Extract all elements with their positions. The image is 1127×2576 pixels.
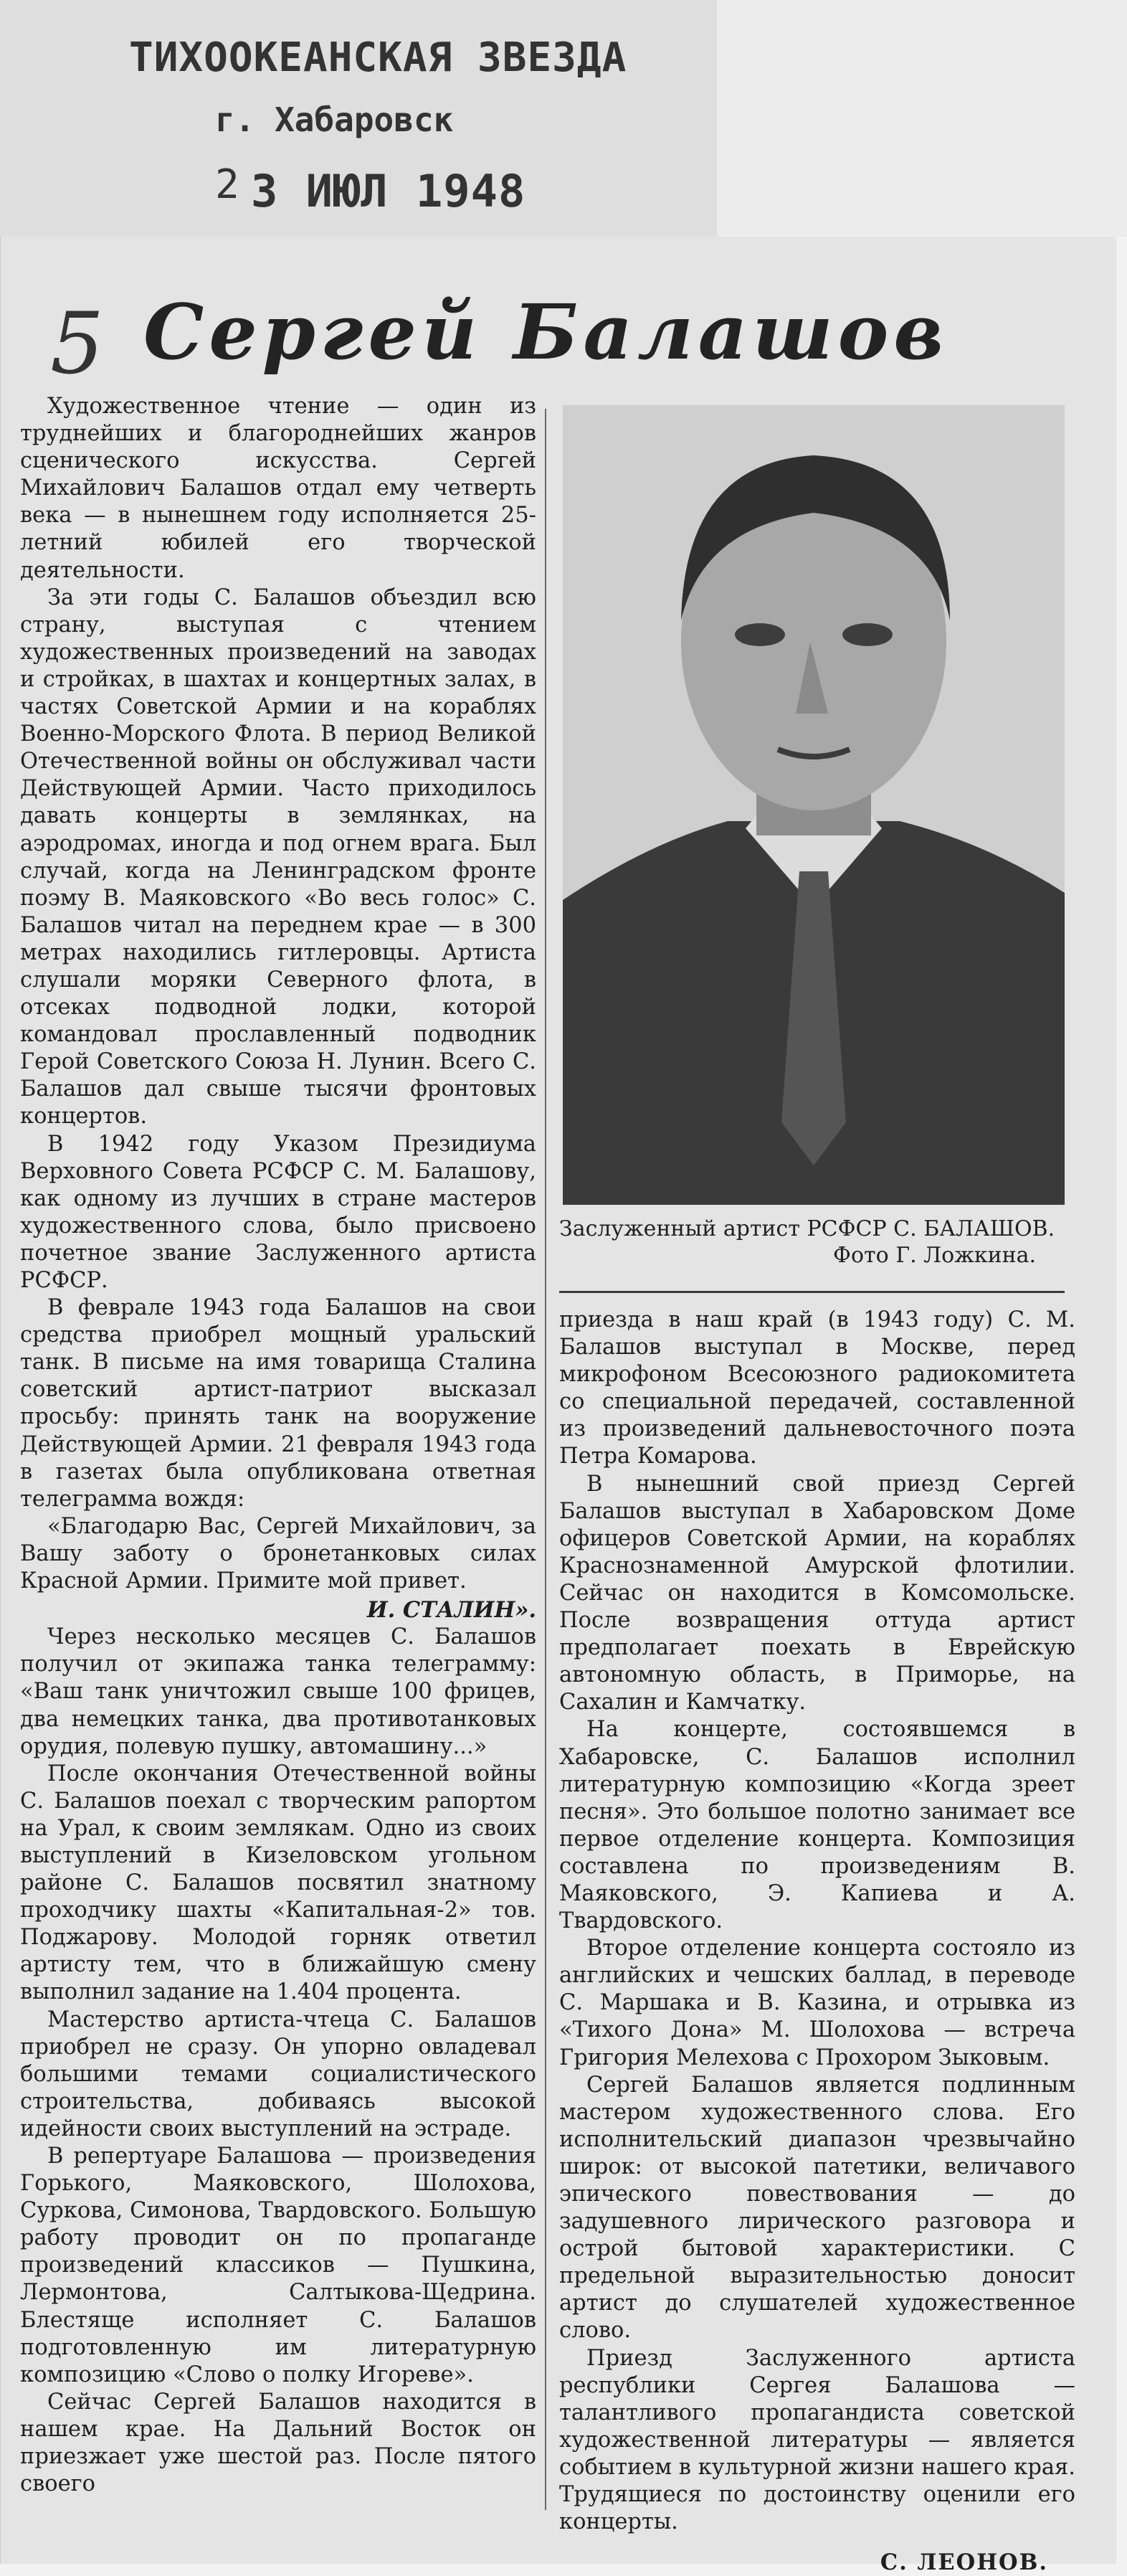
right-column — [559, 1307, 1075, 2576]
paragraph: Сейчас Сергей Балашов находится в нашем крае. На Дальний Восток он приезжает уже шестой раз. После пятого своего — [20, 2389, 536, 2497]
handwritten-number: 5 — [50, 294, 105, 393]
stamp-city: г. Хабаровск — [215, 100, 454, 139]
paragraph: В репертуаре Балашова — произведения Горького, Маяковского, Шолохова, Суркова, Симонова, Твардовского. Большую работу проводит он по пропаганде произведений классиков — Пушкина, Лермонтова, Салтыкова-Щедрина. Блестяще исполняет С. Балашов подготовленную им литературную композицию «Слово о полку Игореве». — [20, 2144, 536, 2387]
paragraph: Художественное чтение — один из труднейших и благороднейших жанров сценического искусства. Сергей Михайлович Балашов отдал ему четверть века — в нынешнем году исполняется 25-летний юбилей его творческой деятельности. — [20, 394, 536, 583]
paragraph: В нынешний свой приезд Сергей Балашов выступал в Хабаровском Доме офицеров Советской Армии, на кораблях Краснознаменной Амурской флотилии. Сейчас он находится в Комсомольске. После возвращения оттуда артист предполагает поехать в Еврейскую автономную область, в Приморье, на Сахалин и Камчатку. — [559, 1471, 1075, 1715]
paragraph: Приезд Заслуженного артиста республики Сергея Балашова — талантливого пропагандиста советской художественной литературы — является событием в культурной жизни нашего края. Трудящиеся по достоинству оценили его концерты. — [559, 2345, 1075, 2535]
paragraph: Сергей Балашов является подлинным мастером художественного слова. Его исполнительский диапазон чрезвычайно широк: от высокой патетики, величавого эпического повествования — до задушевного лирического разговора и острой бытовой характеристики. С предельной выразительностью доносит артист до слушателей художественное слово. — [559, 2072, 1075, 2344]
caption-text: Заслуженный артист РСФСР С. БАЛАШОВ. — [559, 1216, 1055, 1241]
paragraph: Мастерство артиста-чтеца С. Балашов приобрел не сразу. Он упорно овладевал большими темами социалистического строительства, добиваясь высокой идейности своих выступлений на эстраде. — [20, 2007, 536, 2141]
paragraph: После окончания Отечественной войны С. Балашов поехал с творческим рапортом на Урал, к своим землякам. Одно из своих выступлений в Кизеловском угольном районе С. Балашов посвятил знатному проходчику шахты «Капитальная-2» тов. Поджарову. Молодой горняк ответил артисту тем, что в ближайшую смену выполнил задание на 1.404 процента. — [20, 1761, 536, 2005]
library-date-stamp — [0, 0, 717, 237]
article-author: С. ЛЕОНОВ. — [880, 2549, 1048, 2576]
background-margin — [717, 0, 1127, 237]
stamp-newspaper-name: ТИХООКЕАНСКАЯ ЗВЕЗДА — [129, 34, 627, 81]
continued-paragraph: приезда в наш край (в 1943 году) С. М. Балашов выступал в Москве, перед микрофоном Всесоюзного радиокомитета со специальной передачей, составленной из произведений дальневосточного поэта Петра Комарова. — [559, 1307, 1075, 1469]
stalin-signature: И. СТАЛИН». — [366, 1597, 536, 1624]
stamp-date: 3 ИЮЛ 1948 — [251, 165, 526, 217]
paragraph: В феврале 1943 года Балашов на свои средства приобрел мощный уральский танк. В письме на имя товарища Сталина советский артист-патриот высказал просьбу: принять танк на вооружение Действующей Армии. 21 февраля 1943 года в газетах была опубликована ответная телеграмма вождя: — [20, 1295, 536, 1512]
paragraph: Второе отделение концерта состояло из английских и чешских баллад, в переводе С. Маршака и В. Казина, и отрывка из «Тихого Дона» М. Шолохова — встреча Григория Мелехова с Прохором Зыковым. — [559, 1936, 1075, 2070]
photo-caption — [559, 1216, 1065, 1269]
photo-credit: Фото Г. Ложкина. — [833, 1243, 1036, 1268]
article-title: Сергей Балашов — [143, 287, 948, 377]
stamp-day-digit: 2 — [215, 161, 239, 208]
caption-divider — [559, 1291, 1065, 1293]
paragraph: За эти годы С. Балашов объездил всю страну, выступая с чтением художественных произведений на заводах и стройках, в шахтах и концертных залах, в частях Советской Армии и на кораблях Военно-Морского Флота. В период Великой Отечественной войны он обслуживал части Действующей Армии. Часто приходилось давать концерты в землянках, на аэродромах, иногда и под огнем врага. Был случай, когда на Ленинградском фронте поэму В. Маяковского «Во весь голос» С. Балашов читал на переднем крае — в 300 метрах находились гитлеровцы. Артиста слушали моряки Северного флота, в отсеках подводной лодки, которой командовал прославленный подводник Герой Советского Союза Н. Лунин. Всего С. Балашов дал свыше тысячи фронтовых концертов. — [20, 584, 536, 1130]
telegram-quote: «Благодарю Вас, Сергей Михайлович, за Вашу заботу о бронетанковых силах Красной Армии. Примите мой привет. — [20, 1513, 536, 1594]
left-column — [20, 393, 536, 2498]
paragraph: Через несколько месяцев С. Балашов получил от экипажа танка телеграмму: «Ваш танк уничтожил свыше 100 фрицев, два немецких танка, два противотанковых орудия, полевую пушку, автомашину...» — [20, 1624, 536, 1759]
paragraph: На концерте, состоявшемся в Хабаровске, С. Балашов исполнил литературную композицию «Когда зреет песня». Это большое полотно занимает все первое отделение концерта. Композиция составлена по произведениям В. Маяковского, Э. Капиева и А. Твардовского. — [559, 1717, 1075, 1934]
paragraph: В 1942 году Указом Президиума Верховного Совета РСФСР С. М. Балашову, как одному из лучших в стране мастеров художественного слова, было присвоено почетное звание Заслуженного артиста РСФСР. — [20, 1131, 536, 1293]
portrait-photo — [563, 405, 1065, 1205]
column-divider — [545, 409, 546, 2510]
portrait-illustration — [563, 405, 1065, 1205]
